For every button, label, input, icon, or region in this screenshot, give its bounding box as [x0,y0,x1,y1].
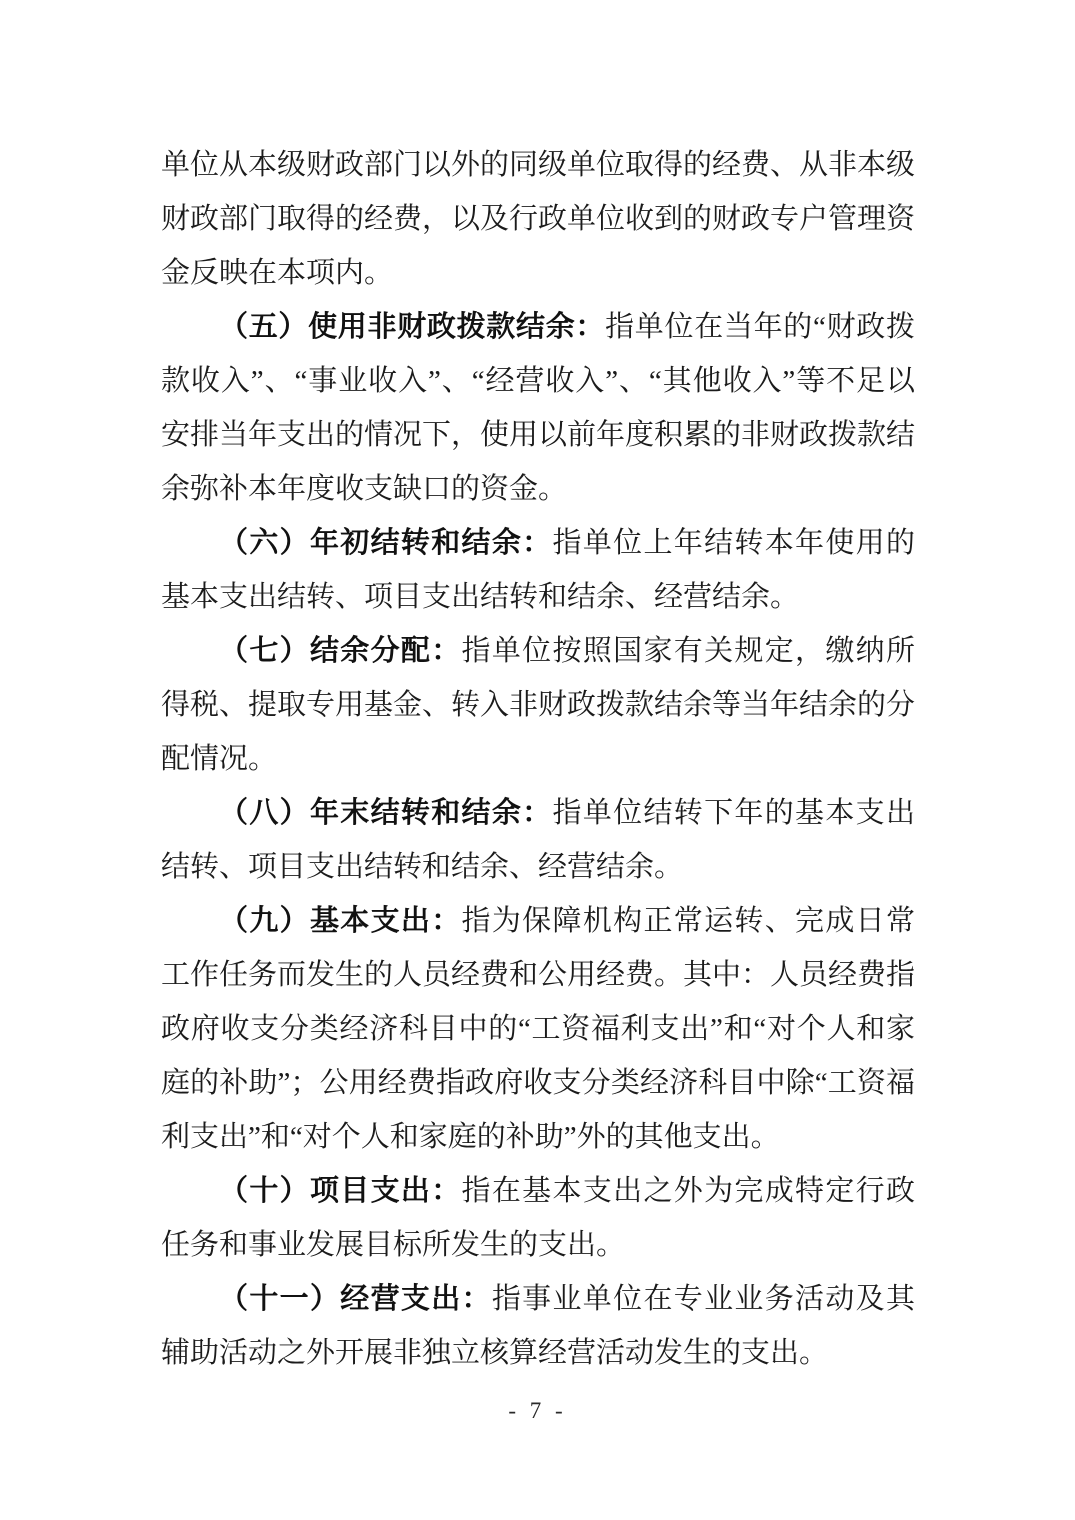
section-heading: （七）结余分配： [219,635,462,667]
paragraph-text: 单位从本级财政部门以外的同级单位取得的经费、从非本级财政部门取得的经费，以及行政单位收到的财政专户管理资金反映在本项内。 [161,149,916,289]
paragraph [161,300,915,516]
paragraph [161,1164,915,1272]
paragraph [161,786,915,894]
paragraph [161,138,915,300]
paragraph [161,624,915,786]
section-heading: （六）年初结转和结余： [219,527,553,559]
paragraph-text: 指为保障机构正常运转、完成日常工作任务而发生的人员经费和公用经费。其中：人员经费指政府收支分类经济科目中的“工资福利支出”和“对个人和家庭的补助”；公用经费指政府收支分类经济科目中除“工资福利支出”和“对个人和家庭的补助”外的其他支出。 [161,905,916,1153]
section-heading: （十一）经营支出： [219,1283,492,1315]
section-heading: （十）项目支出： [219,1175,462,1207]
paragraph [161,894,915,1164]
document-body [161,138,915,1380]
page-number: - 7 - [508,1398,567,1423]
paragraph [161,516,915,624]
paragraph-text: 指在基本支出之外为完成特定行政任务和事业发展目标所发生的支出。 [161,1175,915,1261]
section-heading: （八）年末结转和结余： [219,797,553,829]
section-heading: （九）基本支出： [219,905,462,937]
paragraph-text: 指单位上年结转本年使用的基本支出结转、项目支出结转和结余、经营结余。 [161,527,915,613]
paragraph-text: 指单位在当年的“财政拨款收入”、“事业收入”、“经营收入”、“其他收入”等不足以安排当年支出的情况下，使用以前年度积累的非财政拨款结余弥补本年度收支缺口的资金。 [161,311,916,505]
paragraph-text: 指事业单位在专业业务活动及其辅助活动之外开展非独立核算经营活动发生的支出。 [161,1283,915,1369]
section-heading: （五）使用非财政拨款结余： [219,311,606,343]
paragraph [161,1272,915,1380]
paragraph-text: 指单位按照国家有关规定，缴纳所得税、提取专用基金、转入非财政拨款结余等当年结余的分配情况。 [161,635,916,775]
paragraph-text: 指单位结转下年的基本支出结转、项目支出结转和结余、经营结余。 [161,797,915,883]
